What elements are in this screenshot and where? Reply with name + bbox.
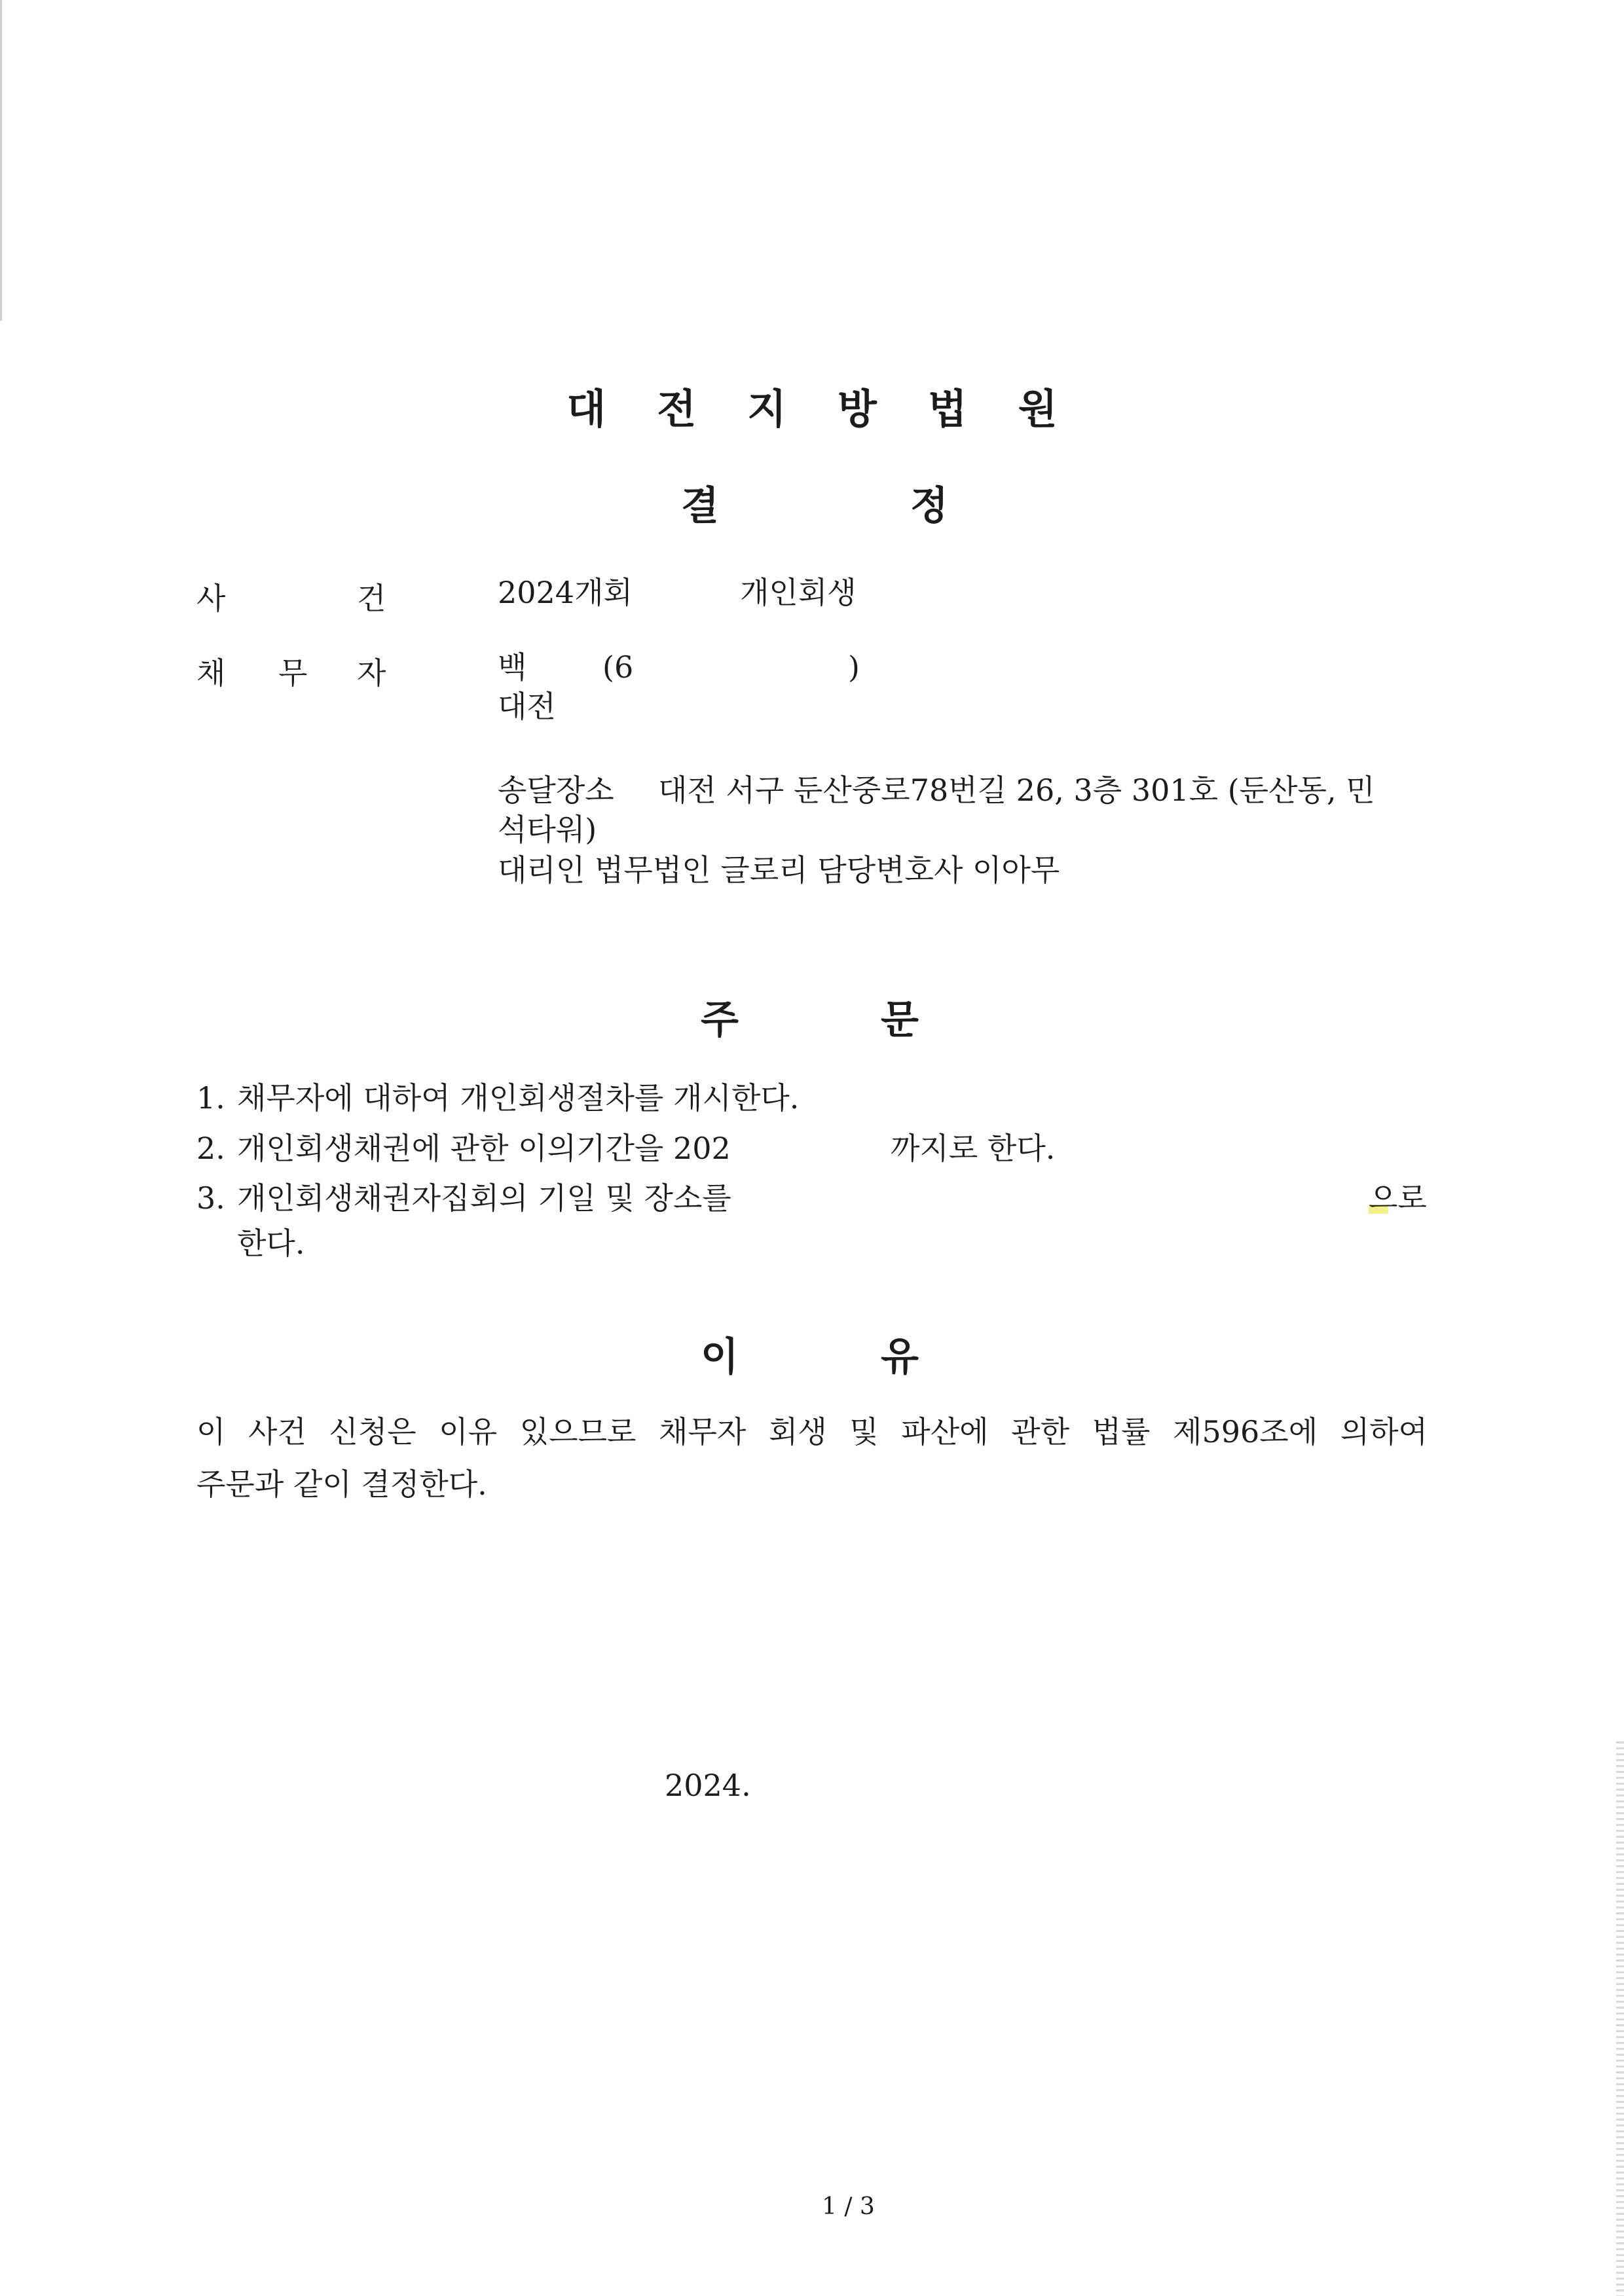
case-label-char: 건 (357, 581, 386, 616)
case-name: 개인회생 (740, 575, 857, 610)
delivery-address-line2: 석타워) (498, 812, 597, 847)
debtor-address: 대전 (498, 689, 556, 724)
page-number: 1 / 3 (822, 2193, 875, 2220)
debtor-label-char: 무 (278, 655, 308, 691)
order-item-text: 채무자에 대하여 개인회생절차를 개시한다. (237, 1080, 800, 1116)
debtor-label-char: 채 (196, 655, 226, 691)
order-item-tail: 으로 (1369, 1180, 1427, 1216)
order-item-text: 개인회생채권에 관한 이의기간을 202 (237, 1131, 731, 1166)
scan-edge-line (0, 0, 2, 321)
order-item-number: 1. (196, 1080, 225, 1116)
debtor-birth-prefix: (6 (602, 649, 634, 685)
reason-line1: 이 사건 신청은 이유 있으므로 채무자 회생 및 파산에 관한 법률 제596조에 의하여 (196, 1414, 1428, 1449)
order-item-text: 개인회생채권자집회의 기일 및 장소를 (237, 1180, 731, 1216)
order-item-number: 3. (196, 1180, 225, 1216)
doc-type-heading-right: 정 (910, 483, 948, 529)
debtor-name: 백 (498, 649, 527, 685)
reason-heading-right: 유 (881, 1334, 919, 1380)
court-name: 대전지방법원 (566, 385, 1109, 433)
case-label-char: 사 (196, 581, 226, 616)
debtor-label-char: 자 (357, 655, 386, 691)
doc-type-heading-left: 결 (681, 483, 719, 529)
agent-line: 대리인 법무법인 글로리 담당변호사 이아무 (498, 852, 1060, 888)
scan-edge-noise (1616, 1741, 1624, 2296)
case-number: 2024개회 (498, 575, 633, 610)
debtor-birth-suffix: ) (848, 649, 860, 685)
decision-date: 2024. (665, 1768, 751, 1803)
delivery-label: 송달장소 (498, 773, 614, 808)
order-item-tail: 까지로 한다. (891, 1131, 1056, 1166)
order-item-number: 2. (196, 1131, 225, 1166)
order-heading-right: 문 (881, 997, 919, 1043)
delivery-address-line1: 대전 서구 둔산중로78번길 26, 3층 301호 (둔산동, 민 (658, 773, 1375, 808)
order-item-continuation: 한다. (237, 1226, 305, 1261)
order-heading-left: 주 (701, 997, 739, 1043)
reason-heading-left: 이 (701, 1334, 739, 1380)
reason-line2: 주문과 같이 결정한다. (196, 1467, 487, 1502)
